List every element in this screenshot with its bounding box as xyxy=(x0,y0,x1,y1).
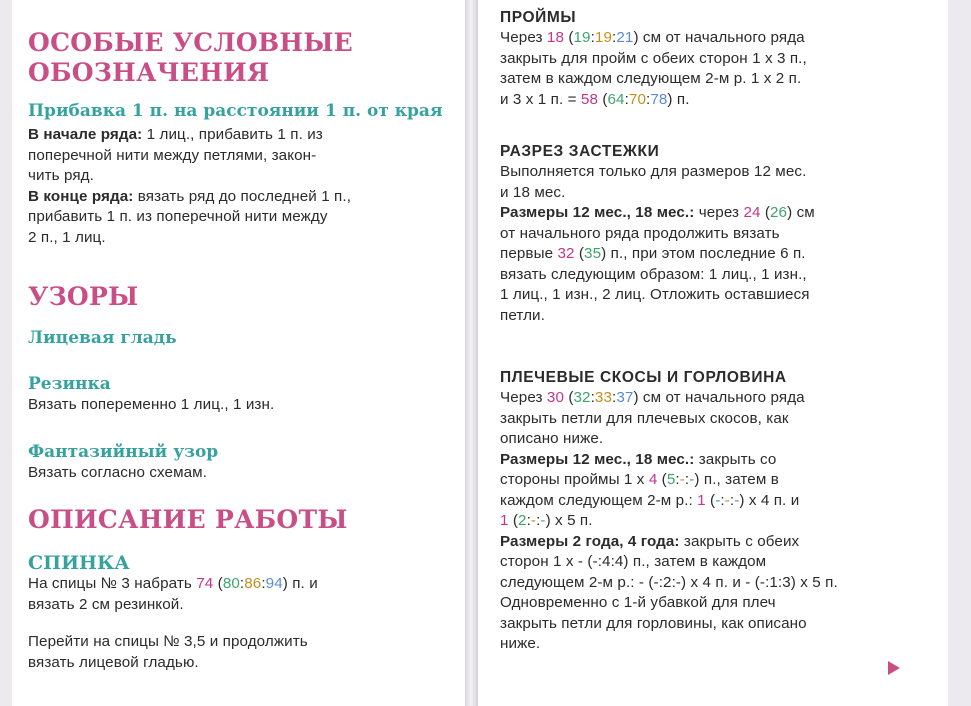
armholes-text: Через 18 (19:19:21) см от начального ряда закрыть для пройм с обеих сторон 1 х 3 п., затем в каждом следующем 2-м р. 1 х 2 п. и 3 х 1 п. = 58 (64:70:78) п. xyxy=(500,29,807,108)
triangle-right-icon xyxy=(888,661,900,675)
back-text: На спицы № 3 набрать 74 (80:86:94) п. и вязать 2 см резинкой. Перейти на спицы № 3,5 и продолжить вязать лицевой гладью. xyxy=(28,575,318,671)
placket-text: Выполняется только для размеров 12 мес. и 18 мес. Размеры 12 мес., 18 мес.: через 24 (26) см от начального ряда продолжить вязать первые 32 (35) п., при этом последние 6 п. вязать следующим образом: 1 лиц., 1 изн., 1 лиц., 1 изн., 2 лиц. Отложить оставшиеся петли. xyxy=(500,163,815,324)
rib-text: Вязать попеременно 1 лиц., 1 изн. xyxy=(28,396,275,413)
shoulder-title: ПЛЕЧЕВЫЕ СКОСЫ И ГОРЛОВИНА xyxy=(500,369,787,386)
armholes-title: ПРОЙМЫ xyxy=(500,9,577,26)
rib-title: Резинка xyxy=(28,374,111,394)
shoulder-text: Через 30 (32:33:37) см от начального ряда закрыть петли для плечевых скосов, как описано ниже. Размеры 12 мес., 18 мес.: закрыть со стороны проймы 1 х 4 (5:-:-) п., затем в каждом следующем 2-м р.: 1 (-:-:-) х 4 п. и 1 (2:-:-) х 5 п. Размеры 2 года, 4 года: закрыть с обеих сторон 1 х - (-:4:4) п., затем в каждом следующем 2-м р.: - (-:2:-) х 4 п. и - (-:1:3) х 5 п. Одновременно с 1-й убавкой для плеч закрыть петли для горловины, как описано ниже. xyxy=(500,389,838,652)
page-gutter xyxy=(465,0,478,706)
stockinette-title: Лицевая гладь xyxy=(28,328,177,348)
placket-title: РАЗРЕЗ ЗАСТЕЖКИ xyxy=(500,143,660,160)
back-title: СПИНКА xyxy=(28,552,130,574)
work-title: ОПИСАНИЕ РАБОТЫ xyxy=(28,505,348,534)
patterns-title: УЗОРЫ xyxy=(28,282,139,311)
increase-text: В начале ряда: 1 лиц., прибавить 1 п. из поперечной нити между петлями, закон- чить ряд. В конце ряда: вязать ряд до последней 1 п., прибавить 1 п. из поперечной нити между 2 п., 1 лиц. xyxy=(28,126,352,246)
fancy-text: Вязать согласно схемам. xyxy=(28,464,208,481)
fancy-title: Фантазийный узор xyxy=(28,442,219,462)
legend-title: ОСОБЫЕ УСЛОВНЫЕ ОБОЗНАЧЕНИЯ xyxy=(28,28,354,87)
increase-title: Прибавка 1 п. на расстоянии 1 п. от края xyxy=(28,101,443,121)
